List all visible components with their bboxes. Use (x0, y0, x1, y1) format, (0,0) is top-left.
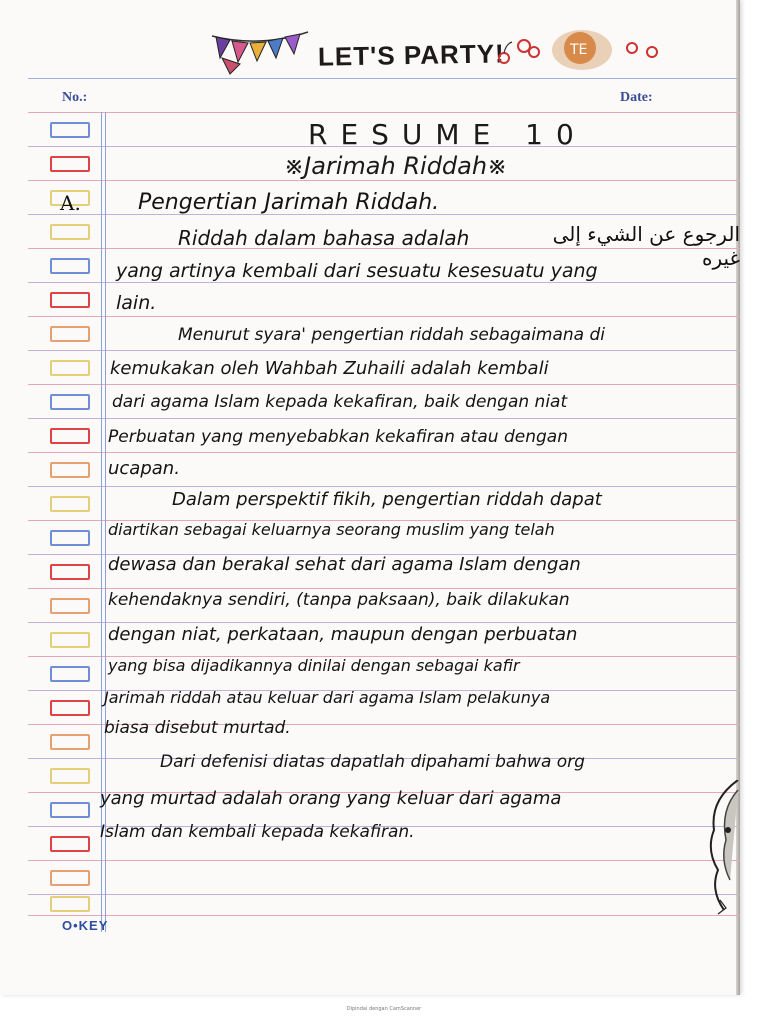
section-heading: Pengertian Jarimah Riddah. (138, 190, 440, 215)
checkbox[interactable] (50, 836, 90, 852)
resume-title: RESUME 10 (308, 118, 587, 151)
checkbox[interactable] (50, 666, 90, 682)
text-line-18: yang murtad adalah orang yang keluar dari agama (100, 788, 562, 809)
checkbox[interactable] (50, 700, 90, 716)
svg-text:TE: TE (570, 42, 588, 58)
date-label: Date: (620, 90, 653, 105)
ruled-line (28, 486, 740, 487)
scanner-watermark: Dipindai dengan CamScanner (346, 1006, 422, 1012)
checkbox[interactable] (50, 896, 90, 912)
ruled-line (28, 384, 740, 385)
text-line-13: dengan niat, perkataan, maupun dengan perbuatan (108, 624, 578, 645)
text-line-12: kehendaknya sendiri, (tanpa paksaan), baik dilakukan (108, 590, 570, 610)
text-line-3: lain. (116, 292, 157, 314)
checkbox[interactable] (50, 496, 90, 512)
checkbox[interactable] (50, 394, 90, 410)
resume-subtitle: ※Jarimah Riddah※ (284, 152, 508, 180)
checkbox[interactable] (50, 224, 90, 240)
checkbox[interactable] (50, 360, 90, 376)
text-line-8: ucapan. (108, 458, 180, 479)
party-title: LET'S PARTY! (317, 38, 505, 72)
margin-line (101, 112, 102, 932)
checkbox[interactable] (50, 802, 90, 818)
text-line-11: dewasa dan berakal sehat dari agama Islam dengan (108, 554, 581, 575)
no-label: No.: (62, 90, 88, 105)
section-marker: A. (60, 191, 81, 215)
ruled-line (28, 418, 740, 419)
checkbox[interactable] (50, 632, 90, 648)
checkbox[interactable] (50, 156, 90, 172)
ruled-line (28, 452, 740, 453)
checkbox[interactable] (50, 326, 90, 342)
text-line-19: Islam dan kembali kepada kekafiran. (100, 822, 415, 842)
checkbox[interactable] (50, 292, 90, 308)
ruled-line (28, 112, 740, 113)
text-line-6: dari agama Islam kepada kekafiran, baik dengan niat (112, 392, 568, 412)
text-line-9: Dalam perspektif fikih, pengertian riddah dapat (172, 489, 602, 510)
ruled-line (28, 622, 740, 623)
checkbox[interactable] (50, 734, 90, 750)
checkbox[interactable] (50, 258, 90, 274)
character-doodle-icon (700, 780, 740, 920)
text-line-16: biasa disebut murtad. (104, 718, 291, 738)
header-rule (28, 78, 738, 79)
bunting-flags-icon (210, 28, 310, 78)
ruled-line (28, 915, 740, 916)
brand-logo: O•KEY (62, 918, 109, 933)
ruled-line (28, 350, 740, 351)
arabic-phrase: الرجوع عن الشيء إلى غيره (552, 222, 740, 270)
ruled-line (28, 588, 740, 589)
text-line-7: Perbuatan yang menyebabkan kekafiran atau dengan (108, 427, 568, 447)
ruled-line (28, 860, 740, 861)
checkbox[interactable] (50, 870, 90, 886)
text-line-10: diartikan sebagai keluarnya seorang muslim yang telah (108, 520, 555, 539)
ruled-line (28, 316, 740, 317)
text-line-17: Dari defenisi diatas dapatlah dipahami bahwa org (160, 752, 585, 772)
ruled-line (28, 180, 740, 181)
ruled-line (28, 894, 740, 895)
ruled-line (28, 282, 740, 283)
checkbox[interactable] (50, 428, 90, 444)
text-line-1: Riddah dalam bahasa adalah (178, 226, 470, 250)
text-line-5: kemukakan oleh Wahbah Zuhaili adalah kembali (110, 358, 549, 379)
text-line-4: Menurut syara' pengertian riddah sebagaimana di (178, 325, 606, 345)
cherries-sticker-icon (490, 24, 670, 74)
page-header (0, 0, 740, 80)
text-line-2: yang artinya kembali dari sesuatu kesesuatu yang (116, 260, 598, 282)
checkbox[interactable] (50, 530, 90, 546)
checkbox[interactable] (50, 462, 90, 478)
text-line-15: Jarimah riddah atau keluar dari agama Islam pelakunya (104, 688, 551, 707)
text-line-14: yang bisa dijadikannya dinilai dengan sebagai kafir (108, 656, 520, 675)
checkbox[interactable] (50, 122, 90, 138)
checkbox[interactable] (50, 768, 90, 784)
checkbox[interactable] (50, 564, 90, 580)
margin-line (105, 112, 106, 932)
checkbox[interactable] (50, 598, 90, 614)
